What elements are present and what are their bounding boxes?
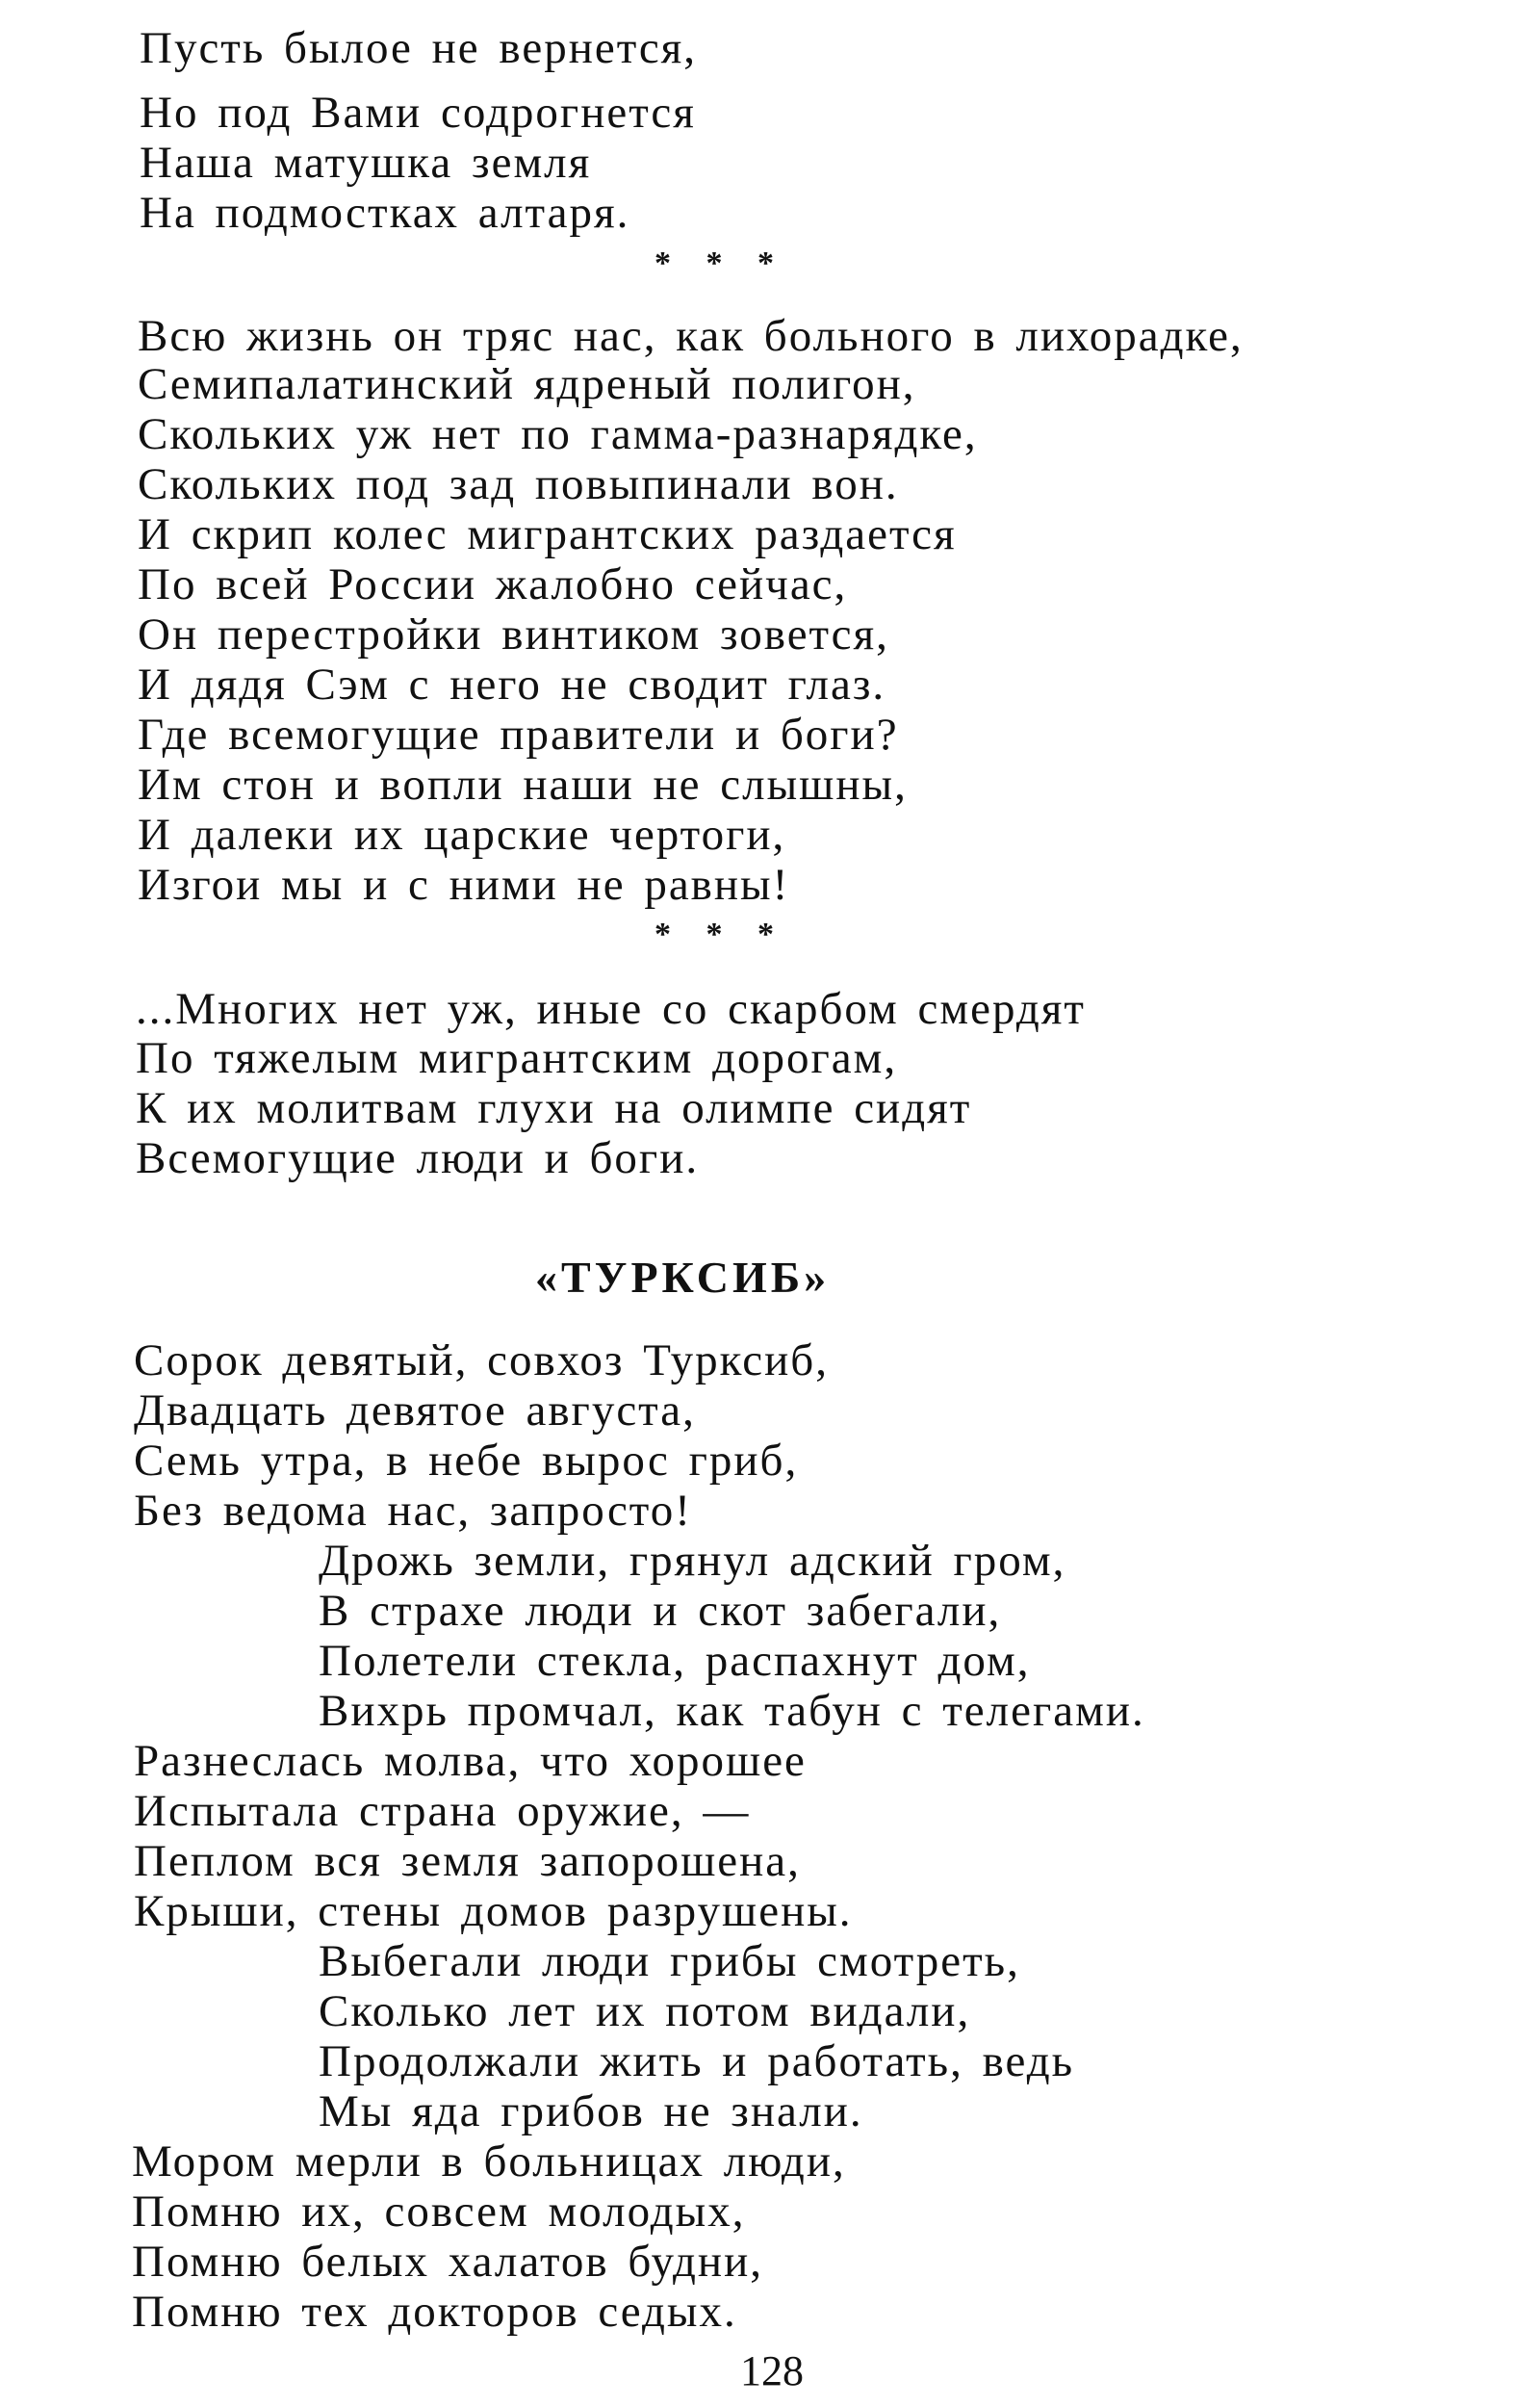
poem-line: Изгои мы и с ними не равны! [138, 860, 790, 910]
poem-line: Пусть былое не вернется, [140, 23, 698, 73]
poem-line: Им стон и вопли наши не слышны, [138, 760, 908, 810]
poem-line: И скрип колес мигрантских раздается [138, 509, 957, 559]
poem-line: Без ведома нас, запросто! [134, 1486, 692, 1536]
poem-line: ...Многих нет уж, иные со скарбом смердят [136, 984, 1086, 1034]
poem-line: Где всемогущие правители и боги? [138, 710, 899, 760]
stanza-separator: * * * [654, 917, 787, 952]
poem-line: Разнеслась молва, что хорошее [134, 1736, 807, 1786]
poem-line: Крыши, стены домов разрушены. [134, 1886, 853, 1936]
poem-line: Но под Вами содрогнется [140, 88, 696, 138]
poem-line: В страхе люди и скот забегали, [319, 1586, 1002, 1636]
poem-line: На подмостках алтаря. [140, 188, 630, 238]
poem-line: По тяжелым мигрантским дорогам, [136, 1033, 898, 1083]
poem-line: И дядя Сэм с него не сводит глаз. [138, 660, 886, 710]
poem-line: Семипалатинский ядреный полигон, [138, 359, 916, 409]
poem-line: Скольких под зад повыпинали вон. [138, 459, 899, 509]
poem-line: Испытала страна оружие, — [134, 1786, 751, 1836]
poem-title: «ТУРКСИБ» [535, 1253, 831, 1302]
poem-line: Двадцать девятое августа, [134, 1385, 696, 1436]
stanza-separator: * * * [654, 246, 787, 281]
poem-line: Мором мерли в больницах люди, [132, 2136, 846, 2187]
poem-line: Полетели стекла, распахнут дом, [319, 1636, 1031, 1686]
poem-line: И далеки их царские чертоги, [138, 810, 786, 860]
poem-line: Всемогущие люди и боги. [136, 1133, 700, 1183]
poem-line: Пеплом вся земля запорошена, [134, 1836, 801, 1886]
poem-line: Семь утра, в небе вырос гриб, [134, 1436, 799, 1486]
poem-line: Скольких уж нет по гамма-разнарядке, [138, 409, 978, 459]
poem-line: Всю жизнь он тряс нас, как больного в лихорадке, [138, 311, 1244, 361]
poem-line: Мы яда грибов не знали. [319, 2086, 863, 2136]
poem-line: Сорок девятый, совхоз Турксиб, [134, 1335, 829, 1385]
poem-line: Он перестройки винтиком зовется, [138, 609, 889, 660]
poem-line: Продолжали жить и работать, ведь [319, 2036, 1075, 2086]
poem-line: Дрожь земли, грянул адский гром, [319, 1536, 1066, 1586]
poem-line: Выбегали люди грибы смотреть, [319, 1936, 1020, 1986]
page-number: 128 [740, 2347, 804, 2394]
poem-line: Помню белых халатов будни, [132, 2237, 763, 2287]
poem-line: По всей России жалобно сейчас, [138, 559, 848, 609]
poem-line: Вихрь промчал, как табун с телегами. [319, 1686, 1145, 1736]
poem-line: Помню их, совсем молодых, [132, 2187, 746, 2237]
poem-line: Сколько лет их потом видали, [319, 1986, 971, 2036]
poem-line: К их молитвам глухи на олимпе сидят [136, 1083, 972, 1133]
poem-line: Наша матушка земля [140, 138, 592, 188]
poem-line: Помню тех докторов седых. [132, 2287, 737, 2337]
